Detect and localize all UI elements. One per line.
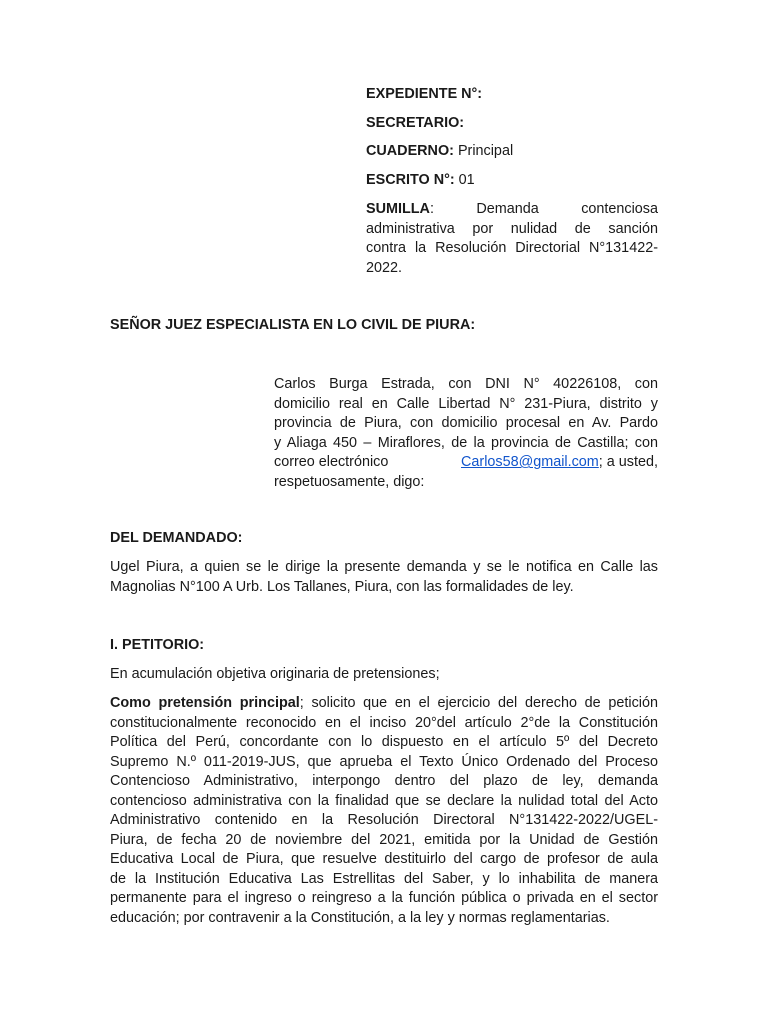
secretario-label: SECRETARIO:: [366, 115, 465, 131]
petitorio-line: ; solicito que en el ejercicio del derecho de petición: [299, 695, 658, 711]
petitorio-line: Administrativo contenido en la Resolución Directoral N°131422-2022/UGEL-: [110, 812, 658, 828]
demandado-section: [110, 529, 658, 549]
sumilla-line: 2022.: [366, 259, 403, 276]
petitorio-bold-lead: Como pretensión principal: [110, 695, 300, 711]
petitorio-paragraph: [110, 694, 658, 928]
petitorio-line: constitucionalmente reconocido en el inciso 20°del artículo 2°de la Constitución: [110, 714, 658, 731]
intro-line: y Aliaga 450 – Miraflores, de la provincia de Castilla; con: [274, 434, 658, 451]
petitorio-line: contencioso administrativa con la finalidad que se declare la nulidad total del Acto: [110, 792, 658, 809]
petitorio-line: Piura, de fecha 20 de noviembre del 2021, emitida por la Unidad de Gestión: [110, 831, 658, 848]
petitorio-line: Supremo N.º 011-2019-JUS, que aprueba el Texto Único Ordenado del Proceso: [110, 753, 658, 770]
email-link[interactable]: Carlos58@gmail.com: [461, 454, 599, 470]
cuaderno-value: Principal: [453, 143, 514, 159]
intro-line: provincia de Piura, con domicilio procesal en Av. Pardo: [274, 415, 658, 431]
sumilla-line: : Demanda contenciosa: [429, 201, 658, 217]
sumilla-label: SUMILLA: [366, 201, 430, 217]
escrito-label: ESCRITO N°:: [366, 172, 455, 188]
intro-last-line: respetuosamente, digo:: [274, 473, 425, 490]
petitorio-line: Política del Perú, concordante con lo dispuesto en el artículo 5º del Decreto: [110, 734, 658, 750]
secretario-row: [366, 114, 658, 134]
cuaderno-label: CUADERNO:: [366, 143, 454, 159]
case-header: [366, 85, 658, 105]
email-suffix: ; a usted,: [598, 454, 658, 470]
escrito-row: [366, 171, 658, 191]
escrito-value: 01: [454, 172, 475, 188]
intro-paragraph: [274, 375, 658, 492]
addressee: [110, 316, 658, 336]
intro-line: Carlos Burga Estrada, con DNI N° 40226108, con: [274, 376, 658, 392]
sumilla-line: administrativa por nulidad de sanción: [366, 220, 658, 237]
petitorio-heading: I. PETITORIO:: [110, 637, 205, 653]
sumilla: [366, 200, 658, 278]
intro-line: domicilio real en Calle Libertad N° 231-Piura, distrito y: [274, 395, 658, 412]
petitorio-intro: [110, 665, 658, 685]
petitorio-line: Educativa Local de Piura, que resuelve destituirlo del cargo de profesor de aula: [110, 851, 658, 867]
addressee-text: SEÑOR JUEZ ESPECIALISTA EN LO CIVIL DE PIURA:: [110, 317, 476, 333]
petitorio-last-line: educación; por contravenir a la Constitución, a la ley y normas reglamentarias.: [110, 909, 610, 926]
demandado-paragraph: [110, 558, 658, 597]
petitorio-section: [110, 636, 658, 656]
cuaderno-row: [366, 142, 658, 162]
email-prefix: correo electrónico: [274, 454, 389, 470]
petitorio-line: permanente para el ingreso o reingreso a la función pública o privada en el sector: [110, 890, 658, 906]
petitorio-intro-text: En acumulación objetiva originaria de pretensiones;: [110, 666, 440, 682]
email-line: [274, 453, 658, 473]
demandado-heading: DEL DEMANDADO:: [110, 530, 243, 546]
petitorio-line: de la Institución Educativa Las Estrellitas del Saber, y lo inhabilita de manera: [110, 870, 658, 887]
petitorio-line: Contencioso Administrativo, interpongo dentro del plazo de ley, demanda: [110, 773, 658, 789]
demandado-line: Magnolias N°100 A Urb. Los Tallanes, Piura, con las formalidades de ley.: [110, 578, 574, 595]
expediente-label: EXPEDIENTE N°:: [366, 86, 483, 102]
demandado-line: Ugel Piura, a quien se le dirige la presente demanda y se le notifica en Calle las: [110, 559, 658, 575]
sumilla-line: contra la Resolución Directorial N°131422-: [366, 240, 658, 256]
